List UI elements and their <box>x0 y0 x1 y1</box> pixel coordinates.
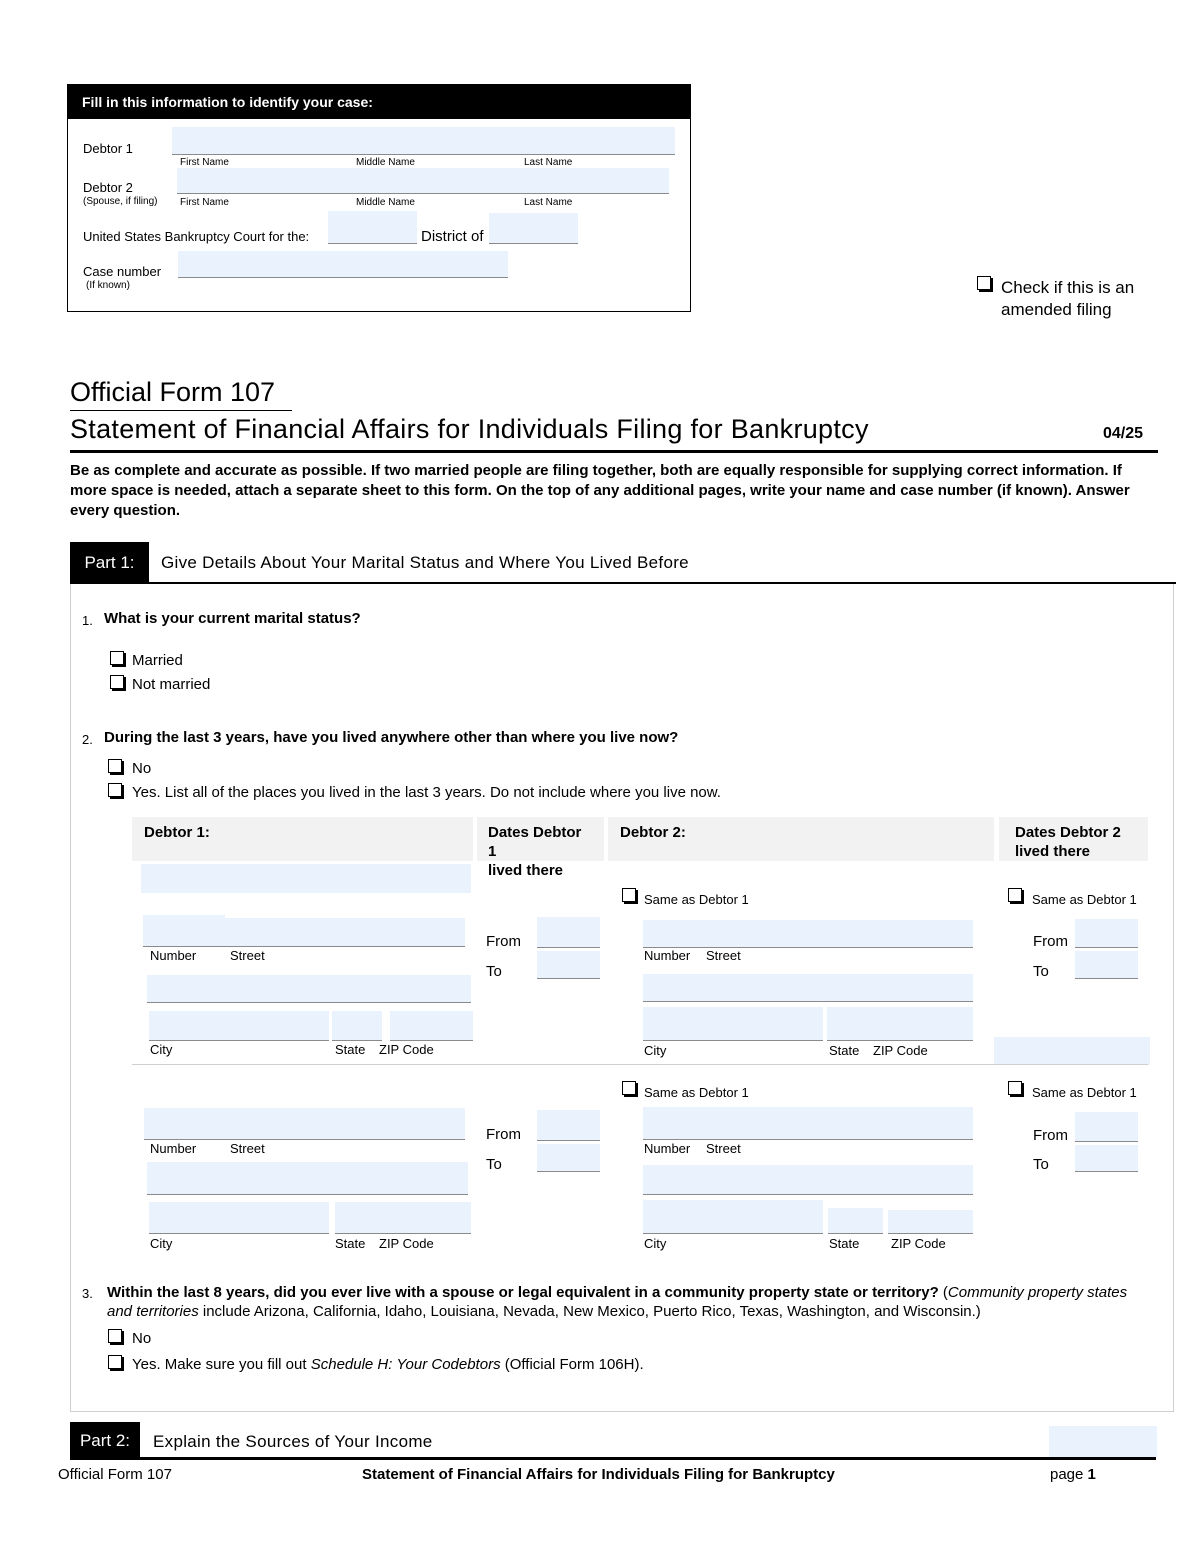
r2-d1-street-field[interactable] <box>219 1108 465 1140</box>
debtor1-middle-name-caption: Middle Name <box>356 157 415 168</box>
debtor2-last-name-caption: Last Name <box>524 197 573 208</box>
r1-d2-street-caption: Street <box>706 948 741 963</box>
r2-d2-to-field[interactable] <box>1075 1145 1138 1172</box>
district-field[interactable] <box>489 213 578 244</box>
q2-yes-label: Yes. List all of the places you lived in the last 3 years. Do not include where you live now. <box>132 784 721 801</box>
footer-page-label: page <box>1050 1466 1084 1483</box>
q3-text-italic: Community property states and territories <box>107 1284 1128 1320</box>
married-checkbox[interactable] <box>110 651 124 665</box>
q2-text: During the last 3 years, have you lived anywhere other than where you live now? <box>104 729 679 746</box>
r2-d2-same-label: Same as Debtor 1 <box>644 1085 749 1100</box>
r2-d2-city-caption: City <box>644 1236 667 1251</box>
r1-d2-city-caption: City <box>644 1043 667 1058</box>
r2-d2-number-caption: Number <box>644 1141 691 1156</box>
col-header-debtor2: Debtor 2: <box>608 817 994 861</box>
r1-d1-zip-caption: ZIP Code <box>379 1042 434 1057</box>
q1-text: What is your current marital status? <box>104 610 361 627</box>
amended-filing-checkbox[interactable] <box>977 276 991 290</box>
q3-number: 3. <box>82 1286 93 1301</box>
part2-title: Explain the Sources of Your Income <box>153 1432 433 1451</box>
r2-d2-same-checkbox[interactable] <box>622 1081 636 1095</box>
form-number: Official Form 107 <box>70 377 292 411</box>
r1-d1-street-caption: Street <box>230 948 265 963</box>
not-married-label: Not married <box>132 676 211 693</box>
r1-d2-number-caption: Number <box>644 948 691 963</box>
r1-d2-to-label: To <box>1033 963 1049 980</box>
r1-dates2-same-label: Same as Debtor 1 <box>1032 892 1137 907</box>
r1-d2-state-zip-field[interactable] <box>827 1007 973 1041</box>
debtor2-sub-label: (Spouse, if filing) <box>83 196 158 207</box>
r2-d1-zip-caption: ZIP Code <box>379 1236 434 1251</box>
r1-d1-zip-field[interactable] <box>390 1011 473 1041</box>
r1-d2-city-field[interactable] <box>643 1007 823 1041</box>
debtor1-last-name-caption: Last Name <box>524 157 573 168</box>
r2-d1-number-caption: Number <box>150 1141 197 1156</box>
r1-d1-from-label: From <box>486 933 521 950</box>
q3-text <box>107 1283 1147 1321</box>
married-label: Married <box>132 652 183 669</box>
r1-d1-state-field[interactable] <box>332 1011 382 1041</box>
r1-d1-city-caption: City <box>150 1042 173 1057</box>
r1-d2-same-label: Same as Debtor 1 <box>644 892 749 907</box>
r1-d2-street2-field[interactable] <box>643 974 973 1002</box>
row-separator <box>132 1064 1148 1065</box>
part2-tag: Part 2: <box>70 1422 140 1459</box>
r2-d1-city-field[interactable] <box>149 1202 329 1234</box>
q1-number: 1. <box>82 613 93 628</box>
part1-title: Give Details About Your Marital Status and Where You Lived Before <box>161 553 689 572</box>
r1-d2-from-field[interactable] <box>1075 919 1138 948</box>
q2-yes-checkbox[interactable] <box>108 783 122 797</box>
case-number-label: Case number <box>83 264 162 279</box>
r2-d2-from-field[interactable] <box>1075 1112 1138 1142</box>
court-label: United States Bankruptcy Court for the: <box>83 229 310 244</box>
r1-d1-to-label: To <box>486 963 502 980</box>
form-version: 04/25 <box>1103 425 1144 442</box>
footer-title: Statement of Financial Affairs for Individuals Filing for Bankruptcy <box>362 1466 835 1483</box>
q3-yes-checkbox[interactable] <box>108 1355 122 1369</box>
r1-d1-number-caption: Number <box>150 948 197 963</box>
debtor2-first-name-caption: First Name <box>180 197 229 208</box>
part1-tag: Part 1: <box>70 542 149 583</box>
form-instructions: Be as complete and accurate as possible. If two married people are filing together, both are equally responsible for supplying correct information. If more space is needed, attach a separate sheet to this form. On the top of any additional pages, write your name and case number (if known). Answer every question. <box>70 462 1130 519</box>
r2-d1-street2-field[interactable] <box>147 1162 468 1195</box>
r2-d2-street-caption: Street <box>706 1141 741 1156</box>
debtor2-middle-name-caption: Middle Name <box>356 197 415 208</box>
court-field[interactable] <box>328 211 417 244</box>
col-header-debtor1: Debtor 1: <box>132 817 473 861</box>
r1-d1-number-field[interactable] <box>143 915 225 947</box>
q3-no-checkbox[interactable] <box>108 1329 122 1343</box>
r1-extra-field[interactable] <box>994 1037 1150 1065</box>
debtor1-name-field[interactable] <box>172 127 675 155</box>
r1-d1-state-caption: State <box>335 1042 366 1057</box>
r2-d2-state-caption: State <box>829 1236 860 1251</box>
part2-rule <box>70 1457 1156 1460</box>
debtor2-label: Debtor 2 <box>83 180 133 195</box>
r1-d1-street-field[interactable] <box>225 918 465 947</box>
r2-d2-street2-field[interactable] <box>643 1165 973 1195</box>
r1-d1-from-field[interactable] <box>537 917 600 948</box>
r1-d2-state-caption: State <box>829 1043 860 1058</box>
q3-yes-pre: Yes. Make sure you fill out <box>132 1356 311 1373</box>
r1-d2-street-field[interactable] <box>643 920 973 948</box>
r1-d2-to-field[interactable] <box>1075 951 1138 979</box>
debtor1-label: Debtor 1 <box>83 141 133 156</box>
q3-yes-label <box>132 1356 644 1373</box>
footer-page-number: 1 <box>1087 1466 1096 1483</box>
r2-d1-street-caption: Street <box>230 1141 265 1156</box>
col-header-dates1: Dates Debtor 1 lived there <box>477 817 604 861</box>
r1-d2-zip-caption: ZIP Code <box>873 1043 928 1058</box>
q2-no-checkbox[interactable] <box>108 759 122 773</box>
r2-d1-city-caption: City <box>150 1236 173 1251</box>
r2-d1-to-label: To <box>486 1156 502 1173</box>
case-number-field[interactable] <box>178 251 508 278</box>
q3-text-paren: ( <box>938 1284 948 1301</box>
footer-page <box>1050 1466 1096 1483</box>
r1-dates2-same-checkbox[interactable] <box>1008 888 1022 902</box>
r2-d2-to-label: To <box>1033 1156 1049 1173</box>
debtor2-name-field[interactable] <box>177 168 669 194</box>
case-info-header: Fill in this information to identify your case: <box>68 85 690 119</box>
r1-d1-extra-field[interactable] <box>141 864 471 893</box>
q2-number: 2. <box>82 732 93 747</box>
q3-no-label: No <box>132 1330 152 1347</box>
r1-d1-to-field[interactable] <box>537 951 600 979</box>
r1-d2-from-label: From <box>1033 933 1068 950</box>
r2-d1-from-label: From <box>486 1126 521 1143</box>
r1-d1-city-field[interactable] <box>149 1011 329 1041</box>
r2-d2-city-field[interactable] <box>643 1200 823 1234</box>
r2-d1-to-field[interactable] <box>537 1144 600 1172</box>
r2-dates2-same-checkbox[interactable] <box>1008 1081 1022 1095</box>
amended-filing-label: Check if this is an amended filing <box>1001 278 1135 319</box>
r2-d2-zip-caption: ZIP Code <box>891 1236 946 1251</box>
r1-d2-same-checkbox[interactable] <box>622 888 636 902</box>
district-of-label: District of <box>421 228 484 245</box>
q2-no-label: No <box>132 760 152 777</box>
q3-yes-post: (Official Form 106H). <box>500 1356 644 1373</box>
debtor1-first-name-caption: First Name <box>180 157 229 168</box>
q3-text-bold: Within the last 8 years, did you ever live with a spouse or legal equivalent in a community property state or territory? <box>107 1284 939 1301</box>
r2-d2-street-field[interactable] <box>643 1107 973 1140</box>
footer-form-number: Official Form 107 <box>58 1466 172 1483</box>
not-married-checkbox[interactable] <box>110 675 124 689</box>
case-number-sub-label: (If known) <box>86 280 130 291</box>
r2-d2-state-field[interactable] <box>828 1208 883 1234</box>
r2-d2-from-label: From <box>1033 1127 1068 1144</box>
r2-d1-from-field[interactable] <box>537 1110 600 1141</box>
q3-yes-italic: Schedule H: Your Codebtors <box>310 1356 501 1373</box>
part2-extra-field[interactable] <box>1049 1426 1157 1457</box>
r2-dates2-same-label: Same as Debtor 1 <box>1032 1085 1137 1100</box>
col-header-dates2: Dates Debtor 2 lived there <box>999 817 1148 861</box>
q3-text-rest: include Arizona, California, Idaho, Louisiana, Nevada, New Mexico, Puerto Rico, Texas, Washington, and Wisconsin.) <box>198 1303 981 1320</box>
r2-d1-number-field[interactable] <box>144 1108 219 1140</box>
r2-d1-state-zip-field[interactable] <box>335 1202 471 1234</box>
r1-d1-street2-field[interactable] <box>147 975 471 1003</box>
title-rule <box>70 450 1158 453</box>
r2-d1-state-caption: State <box>335 1236 366 1251</box>
form-title: Statement of Financial Affairs for Individuals Filing for Bankruptcy <box>70 414 869 444</box>
r2-d2-zip-field[interactable] <box>888 1210 973 1234</box>
